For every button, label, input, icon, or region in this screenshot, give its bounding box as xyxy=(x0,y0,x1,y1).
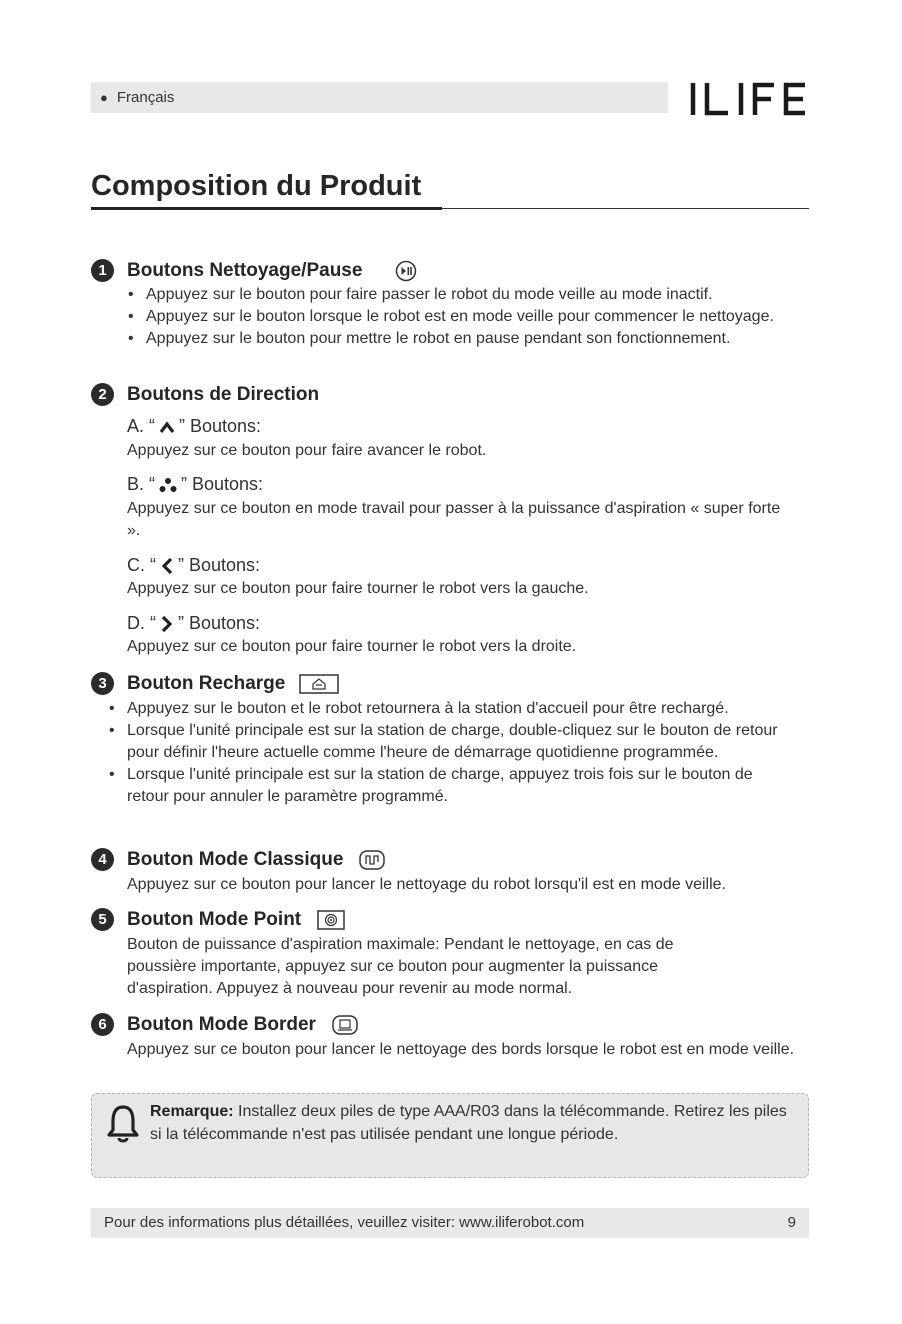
section-5-description: Bouton de puissance d'aspiration maximale: Pendant le nettoyage, en cas de poussière importante, appuyez sur ce bouton pour augmenter la puissance d'aspiration. Appuyez à nouveau pour revenir au mode normal. xyxy=(127,936,674,997)
section-title: Bouton Recharge xyxy=(127,673,286,694)
section-title: Bouton Mode Border xyxy=(127,1014,316,1035)
list-item: • Lorsque l'unité principale est sur la station de charge, appuyez trois fois sur le bouton de retour pour annuler le paramètre programmé. xyxy=(108,764,787,808)
note-box xyxy=(91,1093,809,1178)
play-pause-icon xyxy=(395,260,417,282)
list-item: • Appuyez sur le bouton et le robot retournera à la station d'accueil pour être rechargé. xyxy=(108,698,833,720)
fan-icon xyxy=(159,477,177,493)
direction-a-description: Appuyez sur ce bouton pour faire avancer le robot. xyxy=(127,442,487,459)
border-mode-icon xyxy=(332,1015,358,1035)
direction-b-label: B. “ ” Boutons: xyxy=(127,474,264,494)
section-title: Boutons de Direction xyxy=(127,384,320,405)
list-item: • Appuyez sur le bouton pour faire passer le robot du mode veille au mode inactif. xyxy=(127,284,827,306)
page-title: Composition du Produit xyxy=(91,170,422,202)
section-number: 2 xyxy=(91,383,114,406)
language-label: Français xyxy=(116,89,175,106)
section-number: 3 xyxy=(91,672,114,695)
direction-d-description: Appuyez sur ce bouton pour faire tourner le robot vers la droite. xyxy=(127,638,577,655)
note-label: Remarque: xyxy=(150,1103,234,1120)
bullet-dot: ● xyxy=(100,90,108,105)
bell-icon xyxy=(106,1104,140,1144)
section-title: Bouton Mode Point xyxy=(127,909,302,930)
brand-logo xyxy=(688,74,810,122)
section-number: 6 xyxy=(91,1013,114,1036)
direction-d-label: D. “ ” Boutons: xyxy=(127,613,261,633)
list-item: • Appuyez sur le bouton lorsque le robot est en mode veille pour commencer le nettoyage. xyxy=(127,306,811,328)
direction-a-label: A. “ ” Boutons: xyxy=(127,416,262,436)
classic-mode-icon xyxy=(359,850,385,870)
chevron-left-icon xyxy=(160,557,174,575)
list-item: • Lorsque l'unité principale est sur la station de charge, double-cliquez sur le bouton de retour pour définir l'heure actuelle comme l'heure de démarrage quotidienne programmée. xyxy=(108,720,807,764)
section-3-list xyxy=(108,698,833,808)
direction-c-label: C. “ ” Boutons: xyxy=(127,555,261,575)
footer-bar xyxy=(91,1208,809,1238)
title-underline xyxy=(91,207,442,210)
note-text xyxy=(150,1101,790,1146)
section-number: 1 xyxy=(91,259,114,282)
spot-mode-icon xyxy=(317,910,345,930)
section-4-description: Appuyez sur ce bouton pour lancer le nettoyage du robot lorsqu'il est en mode veille. xyxy=(127,876,726,893)
chevron-right-icon xyxy=(160,615,174,633)
footer-text: Pour des informations plus détaillées, veuillez visiter: www.iliferobot.com xyxy=(104,1214,585,1231)
chevron-up-icon xyxy=(159,420,175,434)
section-number: 5 xyxy=(91,908,114,931)
home-dock-icon xyxy=(299,674,339,694)
page-number: 9 xyxy=(787,1214,796,1231)
language-bar xyxy=(91,82,668,113)
section-title: Bouton Mode Classique xyxy=(127,849,344,870)
section-title: Boutons Nettoyage/Pause xyxy=(127,260,363,281)
section-number: 4 xyxy=(91,848,114,871)
section-6-description: Appuyez sur ce bouton pour lancer le nettoyage des bords lorsque le robot est en mode veille. xyxy=(127,1041,795,1058)
direction-b-description: Appuyez sur ce bouton en mode travail pour passer à la puissance d'aspiration « super forte ». xyxy=(127,500,781,539)
list-item: • Appuyez sur le bouton pour mettre le robot en pause pendant son fonctionnement. xyxy=(127,328,827,350)
direction-c-description: Appuyez sur ce bouton pour faire tourner le robot vers la gauche. xyxy=(127,580,589,597)
section-1-list xyxy=(127,284,827,350)
note-body: Installez deux piles de type AAA/R03 dans la télécommande. Retirez les piles si la télécommande n'est pas utilisée pendant une longue période. xyxy=(150,1103,787,1143)
